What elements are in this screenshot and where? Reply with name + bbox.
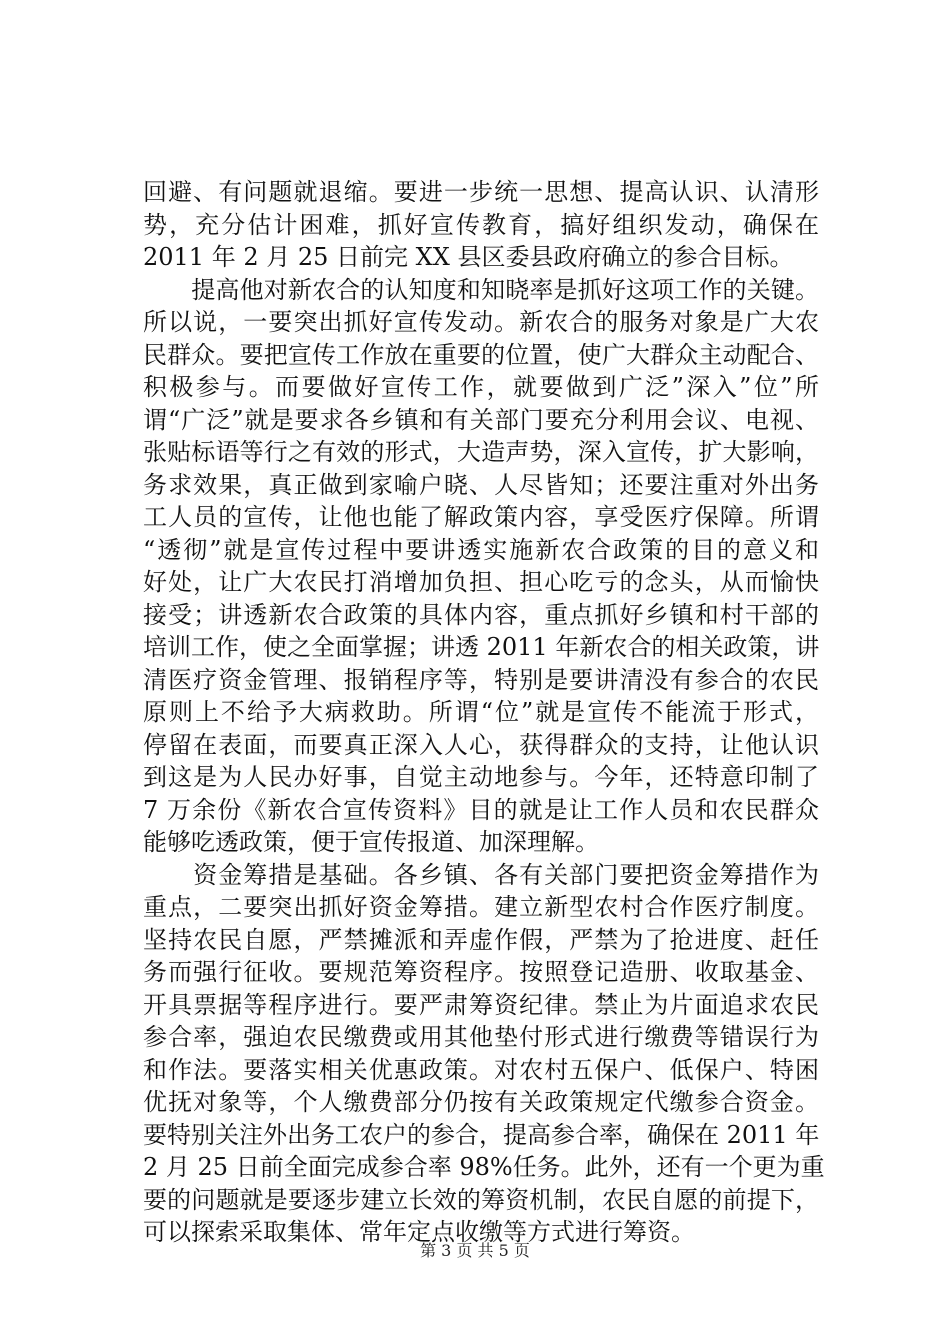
text-line: 务求效果，真正做到家喻户晓、人尽皆知；还要注重对外出务 [143,470,819,499]
text-line: 好处，让广大农民打消增加负担、担心吃亏的念头，从而愉快 [143,568,819,596]
text-line: 清医疗资金管理、报销程序等，特别是要讲清没有参合的农民 [143,665,819,694]
text-line: “透彻”就是宣传过程中要讲透实施新农合政策的目的意义和 [143,535,819,564]
text-line: 民群众。要把宣传工作放在重要的位置，使广大群众主动配合、 [143,340,819,369]
text-line: 能够吃透政策，便于宣传报道、加深理解。 [143,828,599,856]
text-line: 积极参与。而要做好宣传工作，就要做到广泛”深入”位”所 [143,373,819,401]
page-footer: 第 3 页 共 5 页 [420,1241,530,1260]
text-line: 回避、有问题就退缩。要进一步统一思想、提高认识、认清形 [143,178,819,206]
text-line: 到这是为人民办好事，自觉主动地参与。今年，还特意印制了 [143,763,819,791]
text-line: 提高他对新农合的认知度和知晓率是抓好这项工作的关键。 [143,275,819,304]
text-line: 张贴标语等行之有效的形式，大造声势，深入宣传，扩大影响， [143,438,819,466]
text-line: 7 万余份《新农合宣传资料》目的就是让工作人员和农民群众 [143,795,819,824]
text-line: 开具票据等程序进行。要严肃筹资纪律。禁止为片面追求农民 [143,990,819,1019]
text-line: 重点，二要突出抓好资金筹措。建立新型农村合作医疗制度。 [143,893,819,921]
text-line: 务而强行征收。要规范筹资程序。按照登记造册、收取基金、 [143,958,819,986]
text-line: 优抚对象等，个人缴费部分仍按有关政策规定代缴参合资金。 [143,1088,819,1116]
text-line: 培训工作，使之全面掌握；讲透 2011 年新农合的相关政策，讲 [143,633,820,661]
text-line: 要特别关注外出务工农户的参合，提高参合率，确保在 2011 年 [143,1120,820,1149]
text-line: 资金筹措是基础。各乡镇、各有关部门要把资金筹措作为 [143,860,819,889]
text-line: 坚持农民自愿，严禁摊派和弄虚作假，严禁为了抢进度、赶任 [143,925,819,954]
text-line: 和作法。要落实相关优惠政策。对农村五保户、低保户、特困 [143,1055,819,1084]
text-line: 接受；讲透新农合政策的具体内容，重点抓好乡镇和村干部的 [143,600,819,629]
text-line: 势，充分估计困难，抓好宣传教育，搞好组织发动，确保在 [143,210,819,239]
text-line: 参合率，强迫农民缴费或用其他垫付形式进行缴费等错误行为 [143,1023,819,1051]
body-text [143,176,825,1249]
text-line: 谓“广泛”就是要求各乡镇和有关部门要充分利用会议、电视、 [143,405,819,434]
text-line: 停留在表面，而要真正深入人心，获得群众的支持，让他认识 [143,730,819,759]
text-line: 原则上不给予大病救助。所谓“位”就是宣传不能流于形式， [143,698,819,726]
text-line: 要的问题就是要逐步建立长效的筹资机制，农民自愿的前提下， [143,1185,819,1214]
text-line: 可以探索采取集体、常年定点收缴等方式进行筹资。 [143,1218,695,1246]
text-line: 2011 年 2 月 25 日前完 XX 县区委县政府确立的参合目标。 [143,243,794,271]
text-line: 所以说，一要突出抓好宣传发动。新农合的服务对象是广大农 [143,308,819,336]
text-line: 工人员的宣传，让他也能了解政策内容，享受医疗保障。所谓 [143,503,819,531]
text-line: 2 月 25 日前全面完成参合率 98%任务。此外，还有一个更为重 [143,1153,825,1181]
